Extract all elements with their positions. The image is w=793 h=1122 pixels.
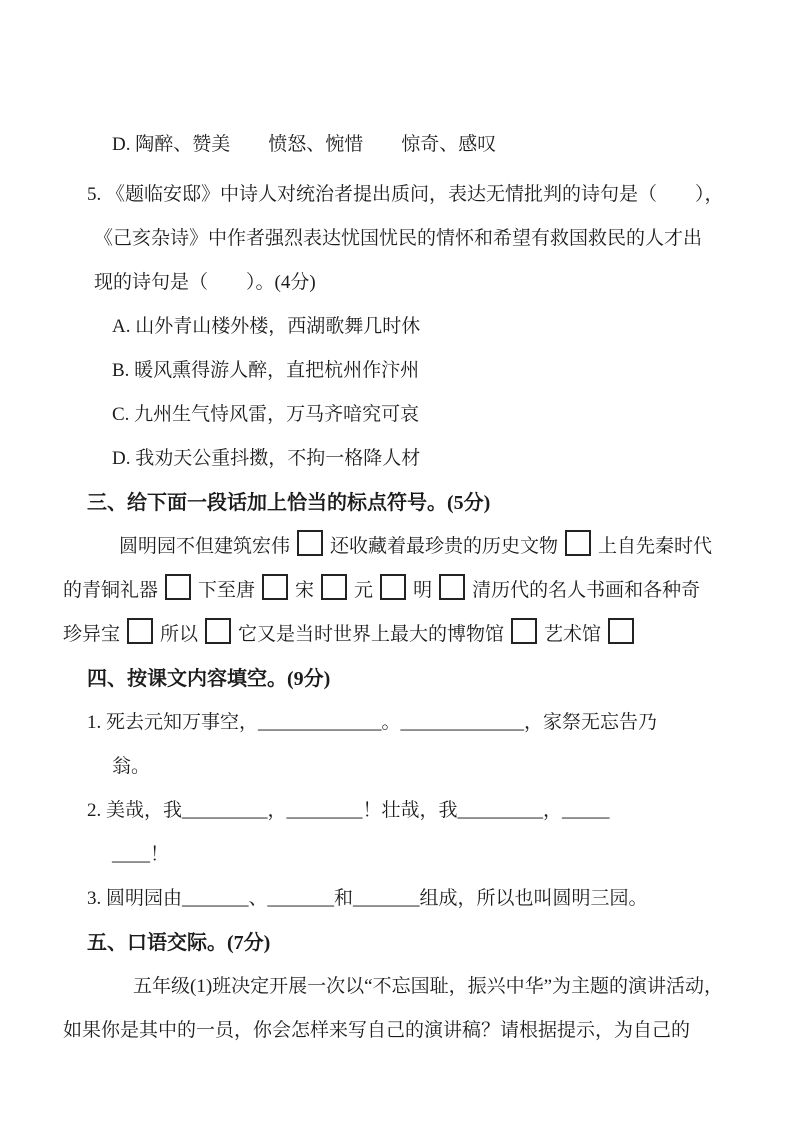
section-3-paragraph-line-1: 圆明园不但建筑宏伟 还收藏着最珍贵的历史文物 上自先秦时代 (63, 525, 735, 569)
punctuation-box (262, 574, 288, 600)
section-4 (63, 657, 735, 921)
punctuation-box (608, 618, 634, 644)
punctuation-box (205, 618, 231, 644)
punctuation-box (127, 618, 153, 644)
question-5-option-b: B. 暖风熏得游人醉，直把杭州作汴州 (112, 360, 420, 381)
section-4-item-1-line-1: 1. 死去元知万事空，_____________。_____________，家祭无忘告乃 (87, 712, 658, 733)
punctuation-box (565, 530, 591, 556)
section-5-paragraph-line-1: 五年级(1)班决定开展一次以“不忘国耻，振兴中华”为主题的演讲活动， (133, 976, 724, 997)
punctuation-box (439, 574, 465, 600)
question-5-option-d: D. 我劝天公重抖擞，不拘一格降人材 (112, 448, 421, 469)
section-4-item-1-line-2: 翁。 (112, 756, 151, 777)
section-3 (63, 481, 735, 657)
section-3-paragraph-line-3: 珍异宝 所以 它又是当时世界上最大的博物馆 艺术馆 (63, 613, 735, 657)
section-4-item-3-line-1: 3. 圆明园由_______、_______和_______组成，所以也叫圆明三园。 (87, 888, 648, 909)
question-5-text-line-1: 5. 《题临安邸》中诗人对统治者提出质问，表达无情批判的诗句是（ ）， (87, 184, 724, 205)
question-5-text-line-3: 现的诗句是（ ）。(4分) (94, 272, 316, 293)
punctuation-box (380, 574, 406, 600)
question-5-option-a: A. 山外青山楼外楼，西湖歌舞几时休 (112, 316, 421, 337)
section-5-paragraph-line-2: 如果你是其中的一员，你会怎样来写自己的演讲稿？请根据提示，为自己的 (63, 1020, 691, 1041)
punctuation-box (297, 530, 323, 556)
section-3-paragraph-line-2: 的青铜礼器 下至唐 宋 元 明 清历代的名人书画和各种奇 (63, 569, 735, 613)
question-4-option-d: D. 陶醉、赞美 愤怒、惋惜 惊奇、感叹 (112, 134, 497, 155)
section-5 (63, 921, 735, 1053)
section-4-heading: 四、按课文内容填空。(9分) (87, 668, 331, 690)
section-3-heading: 三、给下面一段话加上恰当的标点符号。(5分) (87, 492, 491, 514)
punctuation-box (165, 574, 191, 600)
question-5-text-line-2: 《己亥杂诗》中作者强烈表达忧国忧民的情怀和希望有救国救民的人才出 (94, 228, 703, 249)
question-5-option-c: C. 九州生气恃风雷，万马齐喑究可哀 (112, 404, 420, 425)
punctuation-box (321, 574, 347, 600)
section-5-heading: 五、口语交际。(7分) (87, 932, 271, 954)
punctuation-box (511, 618, 537, 644)
question-5 (63, 173, 735, 481)
section-4-item-2-line-2: ____！ (112, 844, 170, 865)
section-4-item-2-line-1: 2. 美哉，我_________，________！壮哉，我_________，_____ (87, 800, 610, 821)
